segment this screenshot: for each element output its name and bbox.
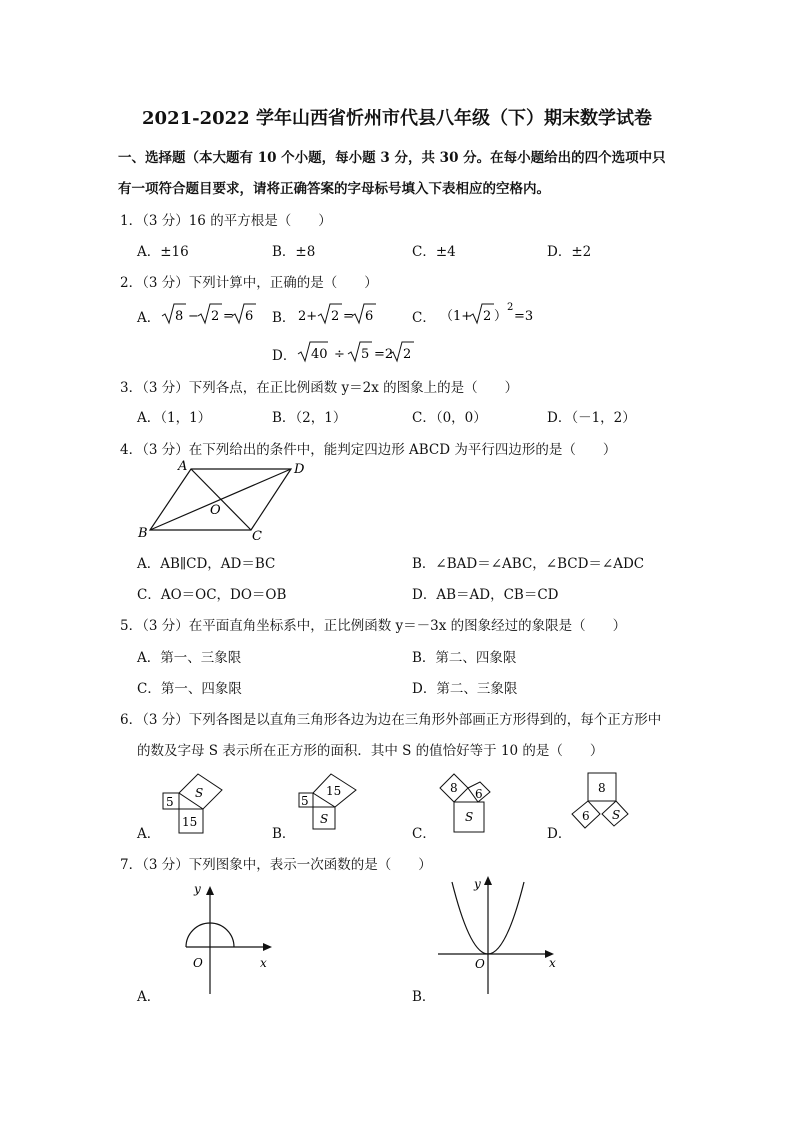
q2-b-prefix: 2+ xyxy=(298,309,318,324)
question-6-stem-line1: 6．（3 分）下列各图是以直角三角形各边为边在三角形外部画正方形得到的，每个正方形中 xyxy=(120,712,662,728)
vertex-label-a: A xyxy=(178,459,188,474)
q3-option-a: A．（1，1） xyxy=(137,410,212,426)
q2-a-radicand-3: 6 xyxy=(245,309,254,324)
q6-figure-d xyxy=(568,768,638,836)
vertex-label-b: B xyxy=(138,526,148,541)
q4-option-c: C．AO＝OC，DO＝OB xyxy=(137,587,287,603)
q4-option-d: D．AB＝AD，CB＝CD xyxy=(412,587,559,603)
q2-d-radicand-2: 5 xyxy=(361,347,370,362)
vertex-label-c: C xyxy=(252,529,262,544)
q6a-label-s: S xyxy=(195,786,204,800)
q7b-axis-x: x xyxy=(549,956,556,970)
center-label-o: O xyxy=(210,503,221,518)
q2-c-radicand: 2 xyxy=(483,309,492,324)
svg-text:=: = xyxy=(223,309,234,324)
question-3-stem: 3．（3 分）下列各点，在正比例函数 y＝2x 的图象上的是（ ） xyxy=(120,380,519,396)
q2-b-equals: = xyxy=(343,309,354,324)
q1-option-b: B．±8 xyxy=(272,244,316,260)
q5-option-c: C．第一、四象限 xyxy=(137,681,242,697)
q6-option-b: B． xyxy=(272,826,296,842)
q2-option-c-formula xyxy=(440,296,550,328)
q7-option-b: B． xyxy=(412,989,436,1005)
q2-c-result: =3 xyxy=(514,309,534,324)
q6-figure-c xyxy=(436,768,506,836)
q2-c-close: ） xyxy=(494,309,508,324)
q2-d-radicand-3: 2 xyxy=(403,347,412,362)
q7b-origin: O xyxy=(475,957,485,971)
q2-option-c: C． xyxy=(412,310,436,326)
q6d-label-8: 8 xyxy=(598,781,606,795)
parallelogram-figure xyxy=(130,456,330,546)
q2-c-open: （1+ xyxy=(440,309,473,324)
q5-option-d: D．第二、三象限 xyxy=(412,681,518,697)
q3-option-b: B．（2，1） xyxy=(272,410,347,426)
q2-d-radicand-1: 40 xyxy=(311,347,328,362)
section-header-line2: 有一项符合题目要求，请将正确答案的字母标号填入下表相应的空格内。 xyxy=(118,181,550,197)
q5-option-b: B．第二、四象限 xyxy=(412,650,517,666)
q2-d-equals: =2 xyxy=(374,347,394,362)
q2-b-radicand-2: 6 xyxy=(365,309,374,324)
q1-option-a: A．±16 xyxy=(137,244,189,260)
q6-option-d: D． xyxy=(547,826,572,842)
q6-figure-b xyxy=(296,768,366,836)
vertex-label-d: D xyxy=(294,462,305,477)
q6-option-a: A． xyxy=(137,826,161,842)
q2-option-d: D． xyxy=(272,348,297,364)
q6a-label-15: 15 xyxy=(182,815,198,829)
section-header-line1: 一、选择题（本大题有 10 个小题，每小题 3 分，共 30 分。在每小题给出的四个选项中只 xyxy=(118,150,666,166)
page-title: 2021-2022 学年山西省忻州市代县八年级（下）期末数学试卷 xyxy=(142,108,652,129)
q2-a-radicand-1: 8 xyxy=(175,309,184,324)
q2-a-radicand-2: 2 xyxy=(211,309,220,324)
q6a-label-5: 5 xyxy=(166,795,174,809)
q7a-origin: O xyxy=(193,956,203,970)
question-4-stem: 4．（3 分）在下列给出的条件中，能判定四边形 ABCD 为平行四边形的是（ ） xyxy=(120,442,617,458)
q6d-label-6: 6 xyxy=(582,809,590,823)
q7a-axis-y: y xyxy=(194,882,201,896)
q6-option-c: C． xyxy=(412,826,436,842)
svg-text:−: − xyxy=(188,309,199,324)
q6c-label-8: 8 xyxy=(450,781,458,795)
q2-option-d-formula xyxy=(296,336,416,366)
q7-graph-b xyxy=(436,870,566,1000)
q6d-label-s: S xyxy=(612,808,621,822)
q7b-axis-y: y xyxy=(474,877,481,891)
q4-option-a: A．AB∥CD，AD＝BC xyxy=(137,556,276,572)
question-2-stem: 2．（3 分）下列计算中，正确的是（ ） xyxy=(120,275,378,291)
q2-b-radicand-1: 2 xyxy=(331,309,340,324)
q2-option-b-formula xyxy=(298,298,388,328)
q4-option-b: B．∠BAD＝∠ABC，∠BCD＝∠ADC xyxy=(412,556,645,572)
question-5-stem: 5．（3 分）在平面直角坐标系中，正比例函数 y＝－3x 的图象经过的象限是（ ） xyxy=(120,618,627,634)
q6c-label-s: S xyxy=(465,810,474,824)
question-1-stem: 1．（3 分）16 的平方根是（ ） xyxy=(120,213,332,229)
question-7-stem: 7．（3 分）下列图象中，表示一次函数的是（ ） xyxy=(120,857,432,873)
q1-option-d: D．±2 xyxy=(547,244,592,260)
q3-option-c: C．（0，0） xyxy=(412,410,487,426)
q7-graph-a xyxy=(180,880,280,1000)
q2-c-exponent: 2 xyxy=(507,302,514,313)
q2-d-divide: ÷ xyxy=(334,347,345,362)
q7-option-a: A． xyxy=(137,989,161,1005)
q2-option-a-formula xyxy=(160,298,270,328)
q6-figure-a xyxy=(160,768,230,836)
q6b-label-5: 5 xyxy=(301,794,309,808)
q5-option-a: A．第一、三象限 xyxy=(137,650,242,666)
q1-option-c: C．±4 xyxy=(412,244,456,260)
q6b-label-15: 15 xyxy=(326,784,342,798)
q3-option-d: D．（－1，2） xyxy=(547,410,636,426)
q7a-axis-x: x xyxy=(260,956,267,970)
q6b-label-s: S xyxy=(320,812,329,826)
question-6-stem-line2: 的数及字母 S 表示所在正方形的面积．其中 S 的值恰好等于 10 的是（ ） xyxy=(137,743,604,759)
q6c-label-6: 6 xyxy=(475,787,483,801)
q2-option-b: B． xyxy=(272,310,296,326)
q2-option-a: A． xyxy=(137,310,161,326)
